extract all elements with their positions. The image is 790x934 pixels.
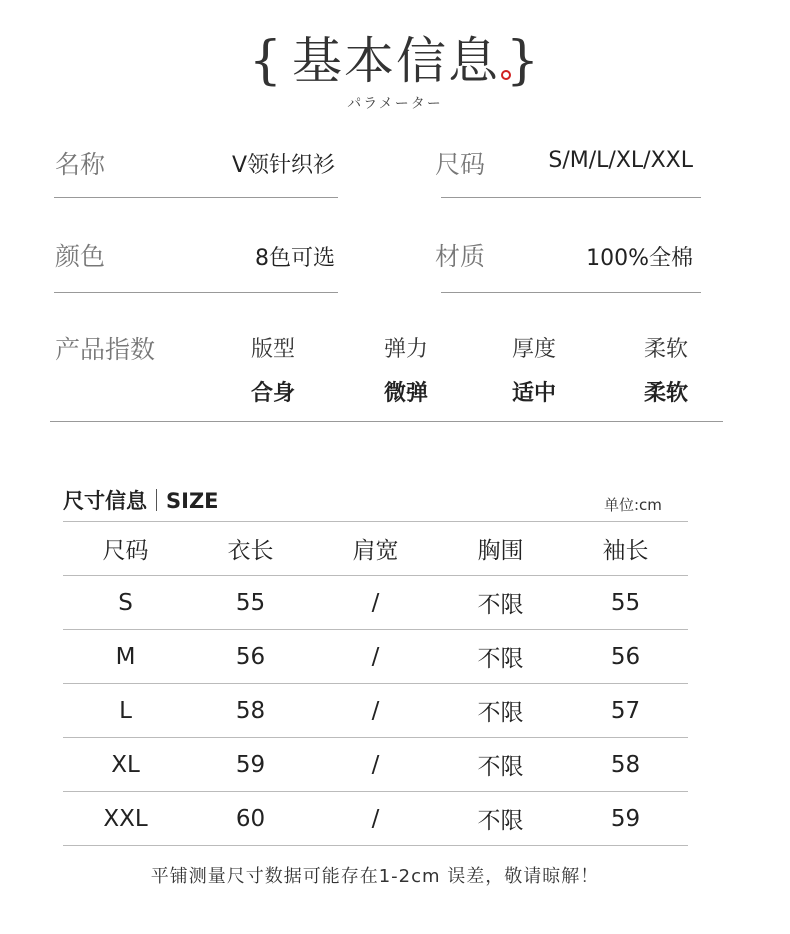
table-cell: 59 xyxy=(563,792,688,846)
table-row xyxy=(63,792,688,846)
table-cell: 58 xyxy=(563,738,688,792)
divider xyxy=(54,197,338,198)
page-title-text: 基本信息 xyxy=(292,32,500,90)
material-value: 100%全棉 xyxy=(586,246,693,271)
table-cell: 55 xyxy=(188,576,313,630)
size-title-en: SIZE xyxy=(166,489,219,513)
table-row xyxy=(63,576,688,630)
table-cell: 不限 xyxy=(438,576,563,630)
index-item-elasticity-value: 微弹 xyxy=(383,381,428,406)
table-cell: 不限 xyxy=(438,684,563,738)
index-item-thickness-label: 厚度 xyxy=(511,337,556,362)
index-item-thickness-value: 适中 xyxy=(511,381,556,406)
size-table xyxy=(63,521,688,846)
table-cell: 55 xyxy=(563,576,688,630)
table-cell: / xyxy=(313,738,438,792)
size-section-title xyxy=(63,485,219,515)
column-header: 袖长 xyxy=(563,522,688,576)
table-cell: 58 xyxy=(188,684,313,738)
page-subtitle: パラメーター xyxy=(347,96,443,112)
material-label: 材质 xyxy=(435,242,486,271)
table-cell: 56 xyxy=(188,630,313,684)
divider xyxy=(441,197,701,198)
left-brace: { xyxy=(248,31,284,91)
table-cell: 56 xyxy=(563,630,688,684)
table-cell: XXL xyxy=(63,792,188,846)
size-title-cn: 尺寸信息 xyxy=(63,489,147,513)
right-brace: } xyxy=(506,31,542,91)
table-cell: 不限 xyxy=(438,630,563,684)
size-label: 尺码 xyxy=(435,150,486,179)
color-value: 8色可选 xyxy=(255,246,335,271)
title-separator xyxy=(156,489,157,511)
page-title xyxy=(249,30,541,92)
measurement-note: 平铺测量尺寸数据可能存在1-2cm 误差，敬请晾解！ xyxy=(150,866,600,887)
table-row xyxy=(63,738,688,792)
index-item-softness-label: 柔软 xyxy=(643,337,688,362)
table-cell: / xyxy=(313,576,438,630)
name-value: V领针织衫 xyxy=(231,153,335,178)
table-cell: M xyxy=(63,630,188,684)
table-cell: / xyxy=(313,792,438,846)
table-cell: 60 xyxy=(188,792,313,846)
divider xyxy=(441,292,701,293)
table-cell: / xyxy=(313,630,438,684)
index-item-fit-label: 版型 xyxy=(250,337,295,362)
table-row xyxy=(63,684,688,738)
divider xyxy=(50,421,723,422)
table-cell: / xyxy=(313,684,438,738)
table-cell: XL xyxy=(63,738,188,792)
index-label: 产品指数 xyxy=(55,335,156,364)
column-header: 尺码 xyxy=(63,522,188,576)
column-header: 肩宽 xyxy=(313,522,438,576)
table-cell: 不限 xyxy=(438,738,563,792)
table-row xyxy=(63,630,688,684)
size-value: S/M/L/XL/XXL xyxy=(548,148,693,173)
color-label: 颜色 xyxy=(55,242,106,271)
divider xyxy=(54,292,338,293)
column-header: 胸围 xyxy=(438,522,563,576)
name-label: 名称 xyxy=(55,150,106,179)
index-item-fit-value: 合身 xyxy=(250,381,295,406)
table-header-row xyxy=(63,522,688,576)
index-item-elasticity-label: 弹力 xyxy=(383,337,428,362)
table-cell: S xyxy=(63,576,188,630)
table-cell: L xyxy=(63,684,188,738)
table-cell: 57 xyxy=(563,684,688,738)
index-item-softness-value: 柔软 xyxy=(643,381,688,406)
column-header: 衣长 xyxy=(188,522,313,576)
table-cell: 不限 xyxy=(438,792,563,846)
unit-label: 单位:cm xyxy=(604,496,662,514)
title-block xyxy=(0,30,790,92)
table-cell: 59 xyxy=(188,738,313,792)
